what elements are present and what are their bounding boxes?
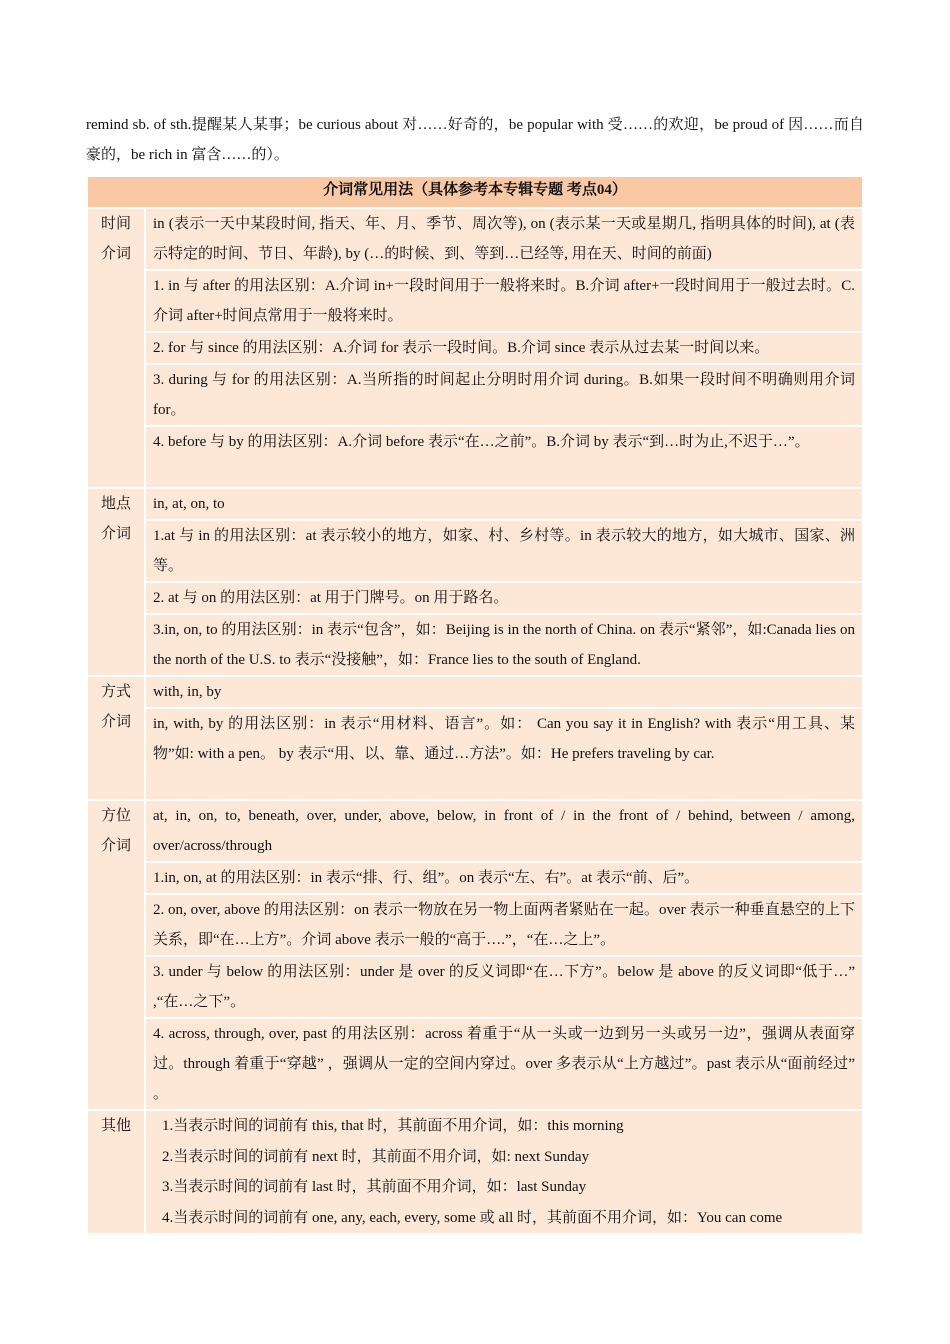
preposition-usage-table (86, 175, 864, 1235)
table-row (87, 364, 863, 426)
table-row (87, 708, 863, 800)
category-place: 地点 介词 (87, 488, 145, 676)
category-manner: 方式 介词 (87, 676, 145, 800)
other-line: 4.当表示时间的词前有 one, any, each, every, some 或 all 时，其前面不用介词，如：You can come (162, 1209, 783, 1226)
table-header-row (87, 176, 863, 208)
table-cell: in (表示一天中某段时间, 指天、年、月、季节、周次等), on (表示某一天或星期几, 指明具体的时间), at (表示特定的时间、节日、年龄), by (…的时候、到、等到…已经等, 用在天、时间的前面) (145, 208, 863, 270)
table-cell: 3.in, on, to 的用法区别：in 表示“包含”，如：Beijing is in the north of China. on 表示“紧邻”，如:Canada lies on the north of the U.S. to 表示“没接触”，如：France lies to the south of England. (145, 614, 863, 676)
table-title: 介词常见用法（具体参考本专辑专题 考点04） (87, 176, 863, 208)
category-position: 方位 介词 (87, 800, 145, 1110)
table-cell: in, at, on, to (145, 488, 863, 520)
table-cell: 3. under 与 below 的用法区别：under 是 over 的反义词即“在…下方”。below 是 above 的反义词即“低于…” ,“在…之下”。 (145, 956, 863, 1018)
table-cell: 1. in 与 after 的用法区别：A.介词 in+一段时间用于一般将来时。B.介词 after+一段时间用于一般过去时。C.介词 after+时间点常用于一般将来时。 (145, 270, 863, 332)
table-cell-other (145, 1110, 863, 1234)
table-row (87, 800, 863, 862)
table-row (87, 208, 863, 270)
category-other: 其他 (87, 1110, 145, 1234)
table-row (87, 1110, 863, 1234)
table-row (87, 894, 863, 956)
table-row (87, 520, 863, 582)
table-row (87, 332, 863, 364)
other-line: 2.当表示时间的词前有 next 时，其前面不用介词，如: next Sunday (162, 1148, 590, 1165)
table-row (87, 270, 863, 332)
table-row (87, 582, 863, 614)
table-row (87, 956, 863, 1018)
table-row (87, 614, 863, 676)
table-cell: 1.in, on, at 的用法区别：in 表示“排、行、组”。on 表示“左、右”。at 表示“前、后”。 (145, 862, 863, 894)
table-row (87, 1018, 863, 1110)
table-cell: 2. at 与 on 的用法区别：at 用于门牌号。on 用于路名。 (145, 582, 863, 614)
table-row (87, 488, 863, 520)
other-line: 1.当表示时间的词前有 this, that 时，其前面不用介词，如：this morning (162, 1118, 624, 1134)
table-cell: 1.at 与 in 的用法区别：at 表示较小的地方，如家、村、乡村等。in 表示较大的地方，如大城市、国家、洲等。 (145, 520, 863, 582)
table-cell: 2. on, over, above 的用法区别：on 表示一物放在另一物上面两者紧贴在一起。over 表示一种垂直悬空的上下关系，即“在…上方”。介词 above 表示一般的“高于….”，“在…之上”。 (145, 894, 863, 956)
intro-paragraph: remind sb. of sth.提醒某人某事；be curious about 对……好奇的，be popular with 受……的欢迎，be proud of 因……而自豪的，be rich in 富含……的）。 (86, 117, 864, 163)
other-line: 3.当表示时间的词前有 last 时，其前面不用介词，如：last Sunday (162, 1179, 587, 1195)
table-cell: at, in, on, to, beneath, over, under, above, below, in front of / in the front of / behind, between / among, over/across/through (145, 800, 863, 862)
table-cell: 2. for 与 since 的用法区别：A.介词 for 表示一段时间。B.介词 since 表示从过去某一时间以来。 (145, 332, 863, 364)
table-row (87, 676, 863, 708)
table-cell: 4. across, through, over, past 的用法区别：across 着重于“从一头或一边到另一头或另一边”，强调从表面穿过。through 着重于“穿越” ，强调从一定的空间内穿过。over 多表示从“上方越过”。past 表示从“面前经过” 。 (145, 1018, 863, 1110)
table-row (87, 426, 863, 488)
table-cell: with, in, by (145, 676, 863, 708)
table-cell: in, with, by 的用法区别：in 表示“用材料、语言”。如： Can you say it in English? with 表示“用工具、某物”如: with a pen。 by 表示“用、以、靠、通过…方法”。如：He prefers traveling by car. (145, 708, 863, 800)
category-time: 时间 介词 (87, 208, 145, 488)
table-cell: 3. during 与 for 的用法区别：A.当所指的时间起止分明时用介词 during。B.如果一段时间不明确则用介词 for。 (145, 364, 863, 426)
table-cell: 4. before 与 by 的用法区别：A.介词 before 表示“在…之前”。B.介词 by 表示“到…时为止,不迟于…”。 (145, 426, 863, 488)
table-row (87, 862, 863, 894)
